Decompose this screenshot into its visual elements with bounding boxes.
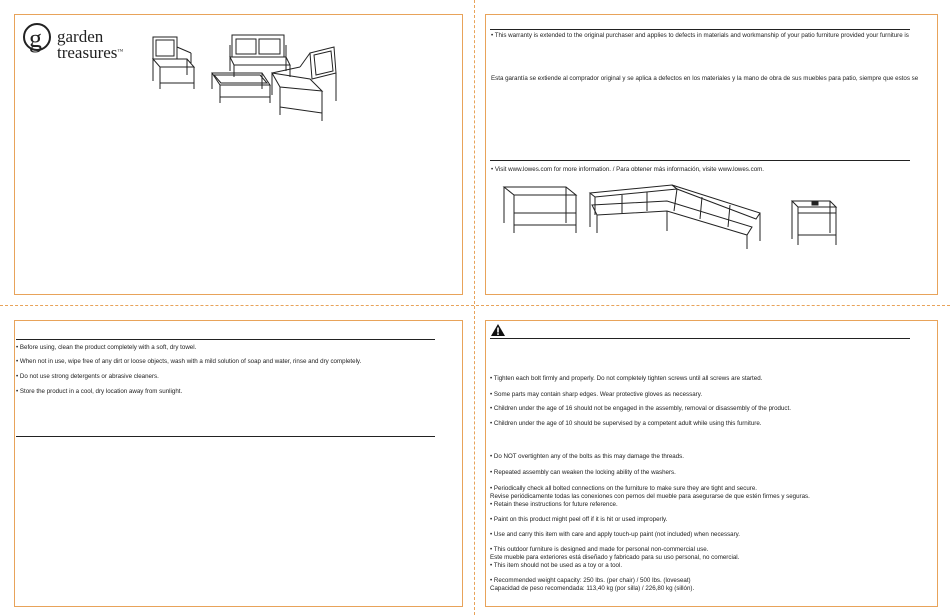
safety-item: • This item should not be used as a toy or a tool.	[490, 562, 623, 569]
patio-set-illustration	[150, 33, 340, 123]
coffee-table-drawing	[212, 73, 270, 103]
safety-panel	[485, 320, 938, 607]
safety-item: • Recommended weight capacity: 250 lbs. (per chair) / 500 lbs. (loveseat)	[490, 577, 691, 584]
safety-item: • Paint on this product might peel off if it is hit or used improperly.	[490, 516, 668, 523]
vertical-cut-line	[474, 0, 475, 615]
horizontal-cut-line	[0, 305, 950, 306]
safety-item: • Tighten each bolt firmly and properly. Do not completely tighten screws until all screws are started.	[490, 375, 763, 382]
sectional-sofa-drawing	[590, 185, 760, 249]
care-item: • Store the product in a cool, dry location away from sunlight.	[16, 388, 183, 395]
right-chair-drawing	[272, 47, 336, 121]
warning-icon	[491, 324, 505, 336]
brand-name-text: treasures	[57, 43, 118, 62]
brand-name-line2	[57, 44, 123, 61]
ottoman-drawing	[504, 187, 576, 233]
visit-header-rule	[490, 160, 910, 161]
warranty-english-text: • This warranty is extended to the original purchaser and applies to defects in materials and workmanship of your patio furniture provided your furniture is	[491, 32, 909, 39]
care-item: • Before using, clean the product completely with a soft, dry towel.	[16, 344, 197, 351]
safety-item: • Some parts may contain sharp edges. Wear protective gloves as necessary.	[490, 391, 703, 398]
end-table-drawing	[792, 201, 836, 245]
safety-item-spanish: Revise periódicamente todas las conexiones con pernos del mueble para asegurarse de que estén firmes y seguras.	[490, 493, 810, 500]
brand-logo	[20, 21, 140, 65]
warranty-panel	[485, 14, 938, 295]
visit-website-text: • Visit www.lowes.com for more information. / Para obtener más información, visite www.lowes.com.	[491, 166, 765, 173]
safety-item: • Use and carry this item with care and apply touch-up paint (not included) when necessary.	[490, 531, 741, 538]
safety-item: • Retain these instructions for future reference.	[490, 501, 618, 508]
safety-item: • This outdoor furniture is designed and made for personal non-commercial use.	[490, 546, 709, 553]
safety-item-spanish: Este mueble para exteriores está diseñado y fabricado para su uso personal, no comercial.	[490, 554, 740, 561]
cover-panel	[14, 14, 463, 295]
care-item: • Do not use strong detergents or abrasive cleaners.	[16, 373, 159, 380]
care-panel	[14, 320, 463, 607]
left-chair-drawing	[153, 37, 194, 89]
brand-logo-mark	[20, 21, 60, 65]
safety-item-spanish: Capacidad de peso recomendada: 113,40 kg (por silla) / 226,80 kg (sillón).	[490, 585, 695, 592]
care-item: • When not in use, wipe free of any dirt or loose objects, wash with a mild solution of soap and water, rinse and dry completely.	[16, 358, 362, 365]
care-footer-rule	[16, 436, 435, 437]
safety-item: • Periodically check all bolted connections on the furniture to make sure they are tight and secure.	[490, 485, 758, 492]
safety-item: • Children under the age of 10 should be supervised by a competent adult while using this furniture.	[490, 420, 762, 427]
safety-header-rule	[490, 338, 910, 339]
safety-item: • Children under the age of 16 should not be engaged in the assembly, removal or disassembly of the product.	[490, 405, 791, 412]
related-products-illustration	[502, 183, 842, 253]
warranty-header-rule	[490, 29, 910, 30]
warranty-spanish-text: Esta garantía se extiende al comprador original y se aplica a defectos en los materiales y la mano de obra de sus muebles para patio, siempre que estos se	[491, 75, 919, 82]
safety-item: • Do NOT overtighten any of the bolts as this may damage the threads.	[490, 453, 684, 460]
brand-logo-letter: g	[29, 24, 42, 53]
safety-item: • Repeated assembly can weaken the locking ability of the washers.	[490, 469, 676, 476]
care-header-rule	[16, 339, 435, 340]
brand-name-line1: garden	[57, 27, 104, 46]
trademark-symbol: ™	[117, 49, 124, 55]
